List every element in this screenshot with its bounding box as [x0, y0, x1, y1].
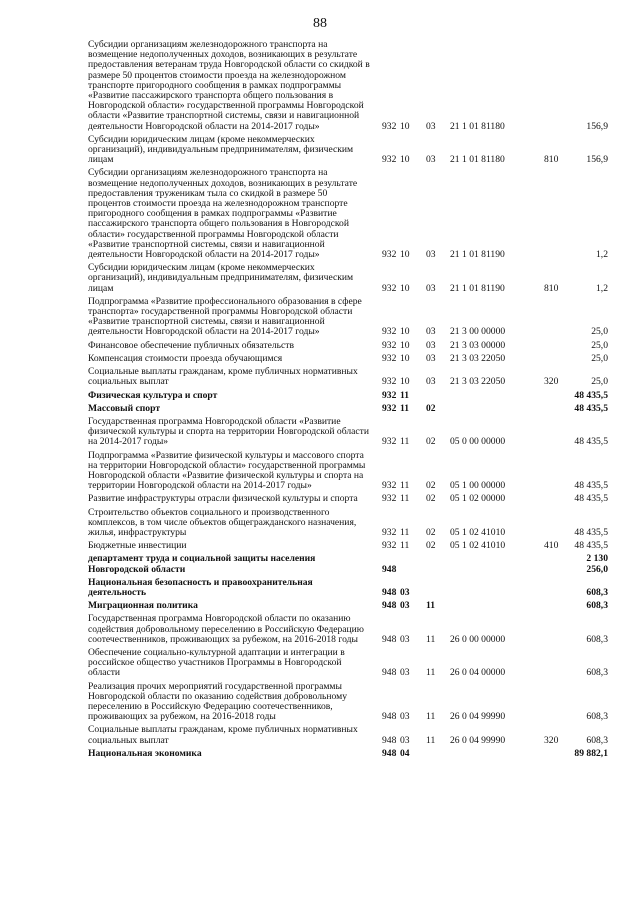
- target-article-code: 05 1 02 00000: [450, 493, 506, 505]
- ved-code: 948: [382, 747, 397, 759]
- ved-code: 932: [382, 389, 397, 401]
- row-description: департамент труда и социальной защиты населения Новгородской области: [88, 553, 316, 575]
- section-code: 11: [400, 389, 410, 401]
- row-description: Субсидии организациям железнодорожного транспорта на возмещение недополученных доходов, возникающих в результате предоставления труженикам тыла со скидкой в размере 50 процентов стоимости проезда на железнодорожном транспорте пригородного сообщения в рамках подпрограммы «Развитие пассажирского транспорта общего пользования в Новгородской области» государственной программы Новгородской области «Развитие транспортной системы, связи и навигационной деятельности Новгородской области на 2014-2017 годы»: [88, 167, 358, 261]
- expense-type-code: 320: [544, 734, 559, 746]
- table-row: [88, 508, 608, 539]
- row-description: Субсидии организациям железнодорожного транспорта на возмещение недополученных доходов, возникающих в результате предоставления ветеранам труда Новгородской области со скидкой в размере 50 процентов стоимости проезда на железнодорожном транспорте пригородного сообщения в рамках подпрограммы «Развитие пассажирского транспорта общего пользования в Новгородской области» государственной программы Новгородской области «Развитие транспортной системы, связи и навигационной деятельности Новгородской области на 2014-2017 годы»: [88, 39, 370, 132]
- amount: 48 435,5: [574, 389, 608, 401]
- amount: 48 435,5: [574, 402, 608, 414]
- ved-code: 948: [382, 563, 397, 575]
- amount: 608,3: [586, 711, 608, 723]
- table-row: [88, 263, 608, 294]
- page-number: 88: [313, 16, 327, 31]
- subsection-code: 02: [426, 480, 436, 492]
- section-code: 10: [400, 326, 410, 338]
- table-row: [88, 341, 608, 351]
- section-code: 10: [400, 154, 410, 166]
- section-code: 11: [400, 436, 410, 448]
- amount: 25,0: [591, 352, 608, 364]
- ved-code: 948: [382, 711, 397, 723]
- table-row: [88, 725, 608, 745]
- row-description: Государственная программа Новгородской области по оказанию содействия добровольному переселению в Российскую Федерацию соотечественников, проживающих за рубежом, на 2016-2018 годы: [88, 613, 364, 645]
- target-article-code: 26 0 04 99990: [450, 734, 506, 746]
- row-description: Развитие инфраструктуры отрасли физической культуры и спорта: [88, 493, 358, 505]
- section-code: 11: [400, 480, 410, 492]
- ved-code: 932: [382, 480, 397, 492]
- section-code: 03: [400, 711, 410, 723]
- section-code: 03: [400, 734, 410, 746]
- row-description: Финансовое обеспечение публичных обязательств: [88, 339, 295, 351]
- section-code: 11: [400, 493, 410, 505]
- amount: 608,3: [586, 667, 608, 679]
- amount: 1,2: [596, 249, 608, 261]
- table-row: [88, 135, 608, 166]
- amount: 48 435,5: [574, 526, 608, 538]
- table-row: [88, 494, 608, 504]
- subsection-code: 03: [426, 120, 436, 132]
- target-article-code: 26 0 00 00000: [450, 633, 506, 645]
- table-row: [88, 367, 608, 387]
- subsection-code: 03: [426, 154, 436, 166]
- target-article-code: 21 3 03 22050: [450, 352, 506, 364]
- amount: 25,0: [591, 326, 608, 338]
- row-description: Миграционная политика: [88, 600, 198, 612]
- amount: 156,9: [586, 154, 608, 166]
- subsection-code: 02: [426, 526, 436, 538]
- ved-code: 948: [382, 633, 397, 645]
- subsection-code: 03: [426, 249, 436, 261]
- section-code: 11: [400, 402, 410, 414]
- subsection-code: 03: [426, 282, 436, 294]
- table-row: [88, 541, 608, 551]
- row-description: Массовый спорт: [88, 402, 161, 414]
- row-description: Субсидии юридическим лицам (кроме некоммерческих организаций), индивидуальным предпринимателям, физическим лицам: [88, 133, 354, 166]
- row-description: Физическая культура и спорт: [88, 389, 218, 401]
- amount: 2 130 256,0: [586, 553, 608, 575]
- section-code: 03: [400, 633, 410, 645]
- ved-code: 948: [382, 667, 397, 679]
- ved-code: 932: [382, 154, 397, 166]
- section-code: 10: [400, 120, 410, 132]
- amount: 608,3: [586, 586, 608, 598]
- row-description: Реализация прочих мероприятий государственной программы Новгородской области по оказанию содействия добровольному переселению в Российскую Федерацию соотечественников, проживающих за рубежом, на 2016-2018 годы: [88, 680, 348, 723]
- subsection-code: 02: [426, 436, 436, 448]
- target-article-code: 21 1 01 81180: [450, 120, 505, 132]
- amount: 48 435,5: [574, 436, 608, 448]
- table-row: [88, 451, 608, 492]
- target-article-code: 21 1 01 81180: [450, 154, 505, 166]
- amount: 48 435,5: [574, 540, 608, 552]
- ved-code: 932: [382, 540, 397, 552]
- amount: 156,9: [586, 120, 608, 132]
- row-description: Национальная безопасность и правоохранительная деятельность: [88, 576, 313, 598]
- section-code: 03: [400, 667, 410, 679]
- amount: 48 435,5: [574, 480, 608, 492]
- amount: 89 882,1: [574, 747, 608, 759]
- ved-code: 948: [382, 586, 397, 598]
- table-row: [88, 554, 608, 574]
- amount: 25,0: [591, 376, 608, 388]
- amount: 48 435,5: [574, 493, 608, 505]
- table-row: [88, 614, 608, 645]
- table-row: [88, 354, 608, 364]
- ved-code: 932: [382, 376, 397, 388]
- row-description: Национальная экономика: [88, 747, 202, 759]
- row-description: Обеспечение социально-культурной адаптации и интеграции в российское общество участников Программы в Новгородской области: [88, 646, 345, 679]
- ved-code: 932: [382, 436, 397, 448]
- target-article-code: 05 1 02 41010: [450, 540, 506, 552]
- amount: 608,3: [586, 734, 608, 746]
- table-row: [88, 391, 608, 401]
- ved-code: 932: [382, 402, 397, 414]
- section-code: 10: [400, 352, 410, 364]
- table-row: [88, 297, 608, 338]
- amount: 608,3: [586, 600, 608, 612]
- subsection-code: 02: [426, 540, 436, 552]
- section-code: 11: [400, 526, 410, 538]
- amount: 1,2: [596, 282, 608, 294]
- row-description: Бюджетные инвестиции: [88, 540, 187, 552]
- row-description: Компенсация стоимости проезда обучающимся: [88, 352, 283, 364]
- expense-type-code: 810: [544, 282, 559, 294]
- subsection-code: 02: [426, 493, 436, 505]
- section-code: 03: [400, 586, 410, 598]
- section-code: 10: [400, 249, 410, 261]
- subsection-code: 11: [426, 711, 436, 723]
- ved-code: 948: [382, 734, 397, 746]
- ved-code: 932: [382, 282, 397, 294]
- row-description: Подпрограмма «Развитие физической культуры и массового спорта на территории Новгородской области» государственной программы Новгородской области «Развитие физической культуры и спорта на территории Новгородской области на 2014-2017 годы»: [88, 449, 366, 492]
- subsection-code: 03: [426, 352, 436, 364]
- target-article-code: 05 1 00 00000: [450, 480, 506, 492]
- ved-code: 932: [382, 249, 397, 261]
- target-article-code: 05 1 02 41010: [450, 526, 506, 538]
- table-row: [88, 749, 608, 759]
- row-description: Подпрограмма «Развитие профессионального образования в сфере транспорта» государственной программы Новгородской области «Развитие транспортной системы, связи и навигационной деятельности Новгородской области на 2014-2017 годы»: [88, 295, 362, 338]
- section-code: 10: [400, 376, 410, 388]
- target-article-code: 21 3 00 00000: [450, 326, 506, 338]
- table-row: [88, 648, 608, 679]
- subsection-code: 03: [426, 339, 436, 351]
- table-row: [88, 417, 608, 448]
- row-description: Строительство объектов социального и производственного комплексов, в том числе объектов общегражданского назначения, жилья, инфраструктуры: [88, 506, 357, 538]
- budget-table: [88, 40, 608, 762]
- table-row: [88, 40, 608, 132]
- ved-code: 948: [382, 600, 397, 612]
- amount: 25,0: [591, 339, 608, 351]
- expense-type-code: 320: [544, 376, 559, 388]
- subsection-code: 03: [426, 326, 436, 338]
- ved-code: 932: [382, 493, 397, 505]
- table-row: [88, 404, 608, 414]
- ved-code: 932: [382, 120, 397, 132]
- subsection-code: 11: [426, 734, 436, 746]
- table-row: [88, 601, 608, 611]
- section-code: 04: [400, 747, 410, 759]
- section-code: 10: [400, 282, 410, 294]
- subsection-code: 11: [426, 633, 436, 645]
- table-row: [88, 168, 608, 260]
- subsection-code: 11: [426, 667, 436, 679]
- target-article-code: 21 3 03 00000: [450, 339, 506, 351]
- row-description: Государственная программа Новгородской области «Развитие физической культуры и спорта на территории Новгородской области на 2014-2017 годы»: [88, 415, 369, 448]
- target-article-code: 05 0 00 00000: [450, 436, 506, 448]
- target-article-code: 21 1 01 81190: [450, 282, 505, 294]
- row-description: Социальные выплаты гражданам, кроме публичных нормативных социальных выплат: [88, 724, 358, 746]
- target-article-code: 21 3 03 22050: [450, 376, 506, 388]
- table-row: [88, 578, 608, 598]
- row-description: Субсидии юридическим лицам (кроме некоммерческих организаций), индивидуальным предпринимателям, физическим лицам: [88, 262, 354, 294]
- subsection-code: 11: [426, 600, 436, 612]
- table-row: [88, 682, 608, 723]
- row-description: Социальные выплаты гражданам, кроме публичных нормативных социальных выплат: [88, 366, 358, 388]
- target-article-code: 26 0 04 00000: [450, 667, 506, 679]
- subsection-code: 03: [426, 376, 436, 388]
- expense-type-code: 810: [544, 154, 559, 166]
- ved-code: 932: [382, 526, 397, 538]
- ved-code: 932: [382, 326, 397, 338]
- expense-type-code: 410: [544, 540, 559, 552]
- subsection-code: 02: [426, 402, 436, 414]
- section-code: 10: [400, 339, 410, 351]
- target-article-code: 26 0 04 99990: [450, 711, 506, 723]
- section-code: 11: [400, 540, 410, 552]
- amount: 608,3: [586, 633, 608, 645]
- ved-code: 932: [382, 352, 397, 364]
- target-article-code: 21 1 01 81190: [450, 249, 505, 261]
- ved-code: 932: [382, 339, 397, 351]
- section-code: 03: [400, 600, 410, 612]
